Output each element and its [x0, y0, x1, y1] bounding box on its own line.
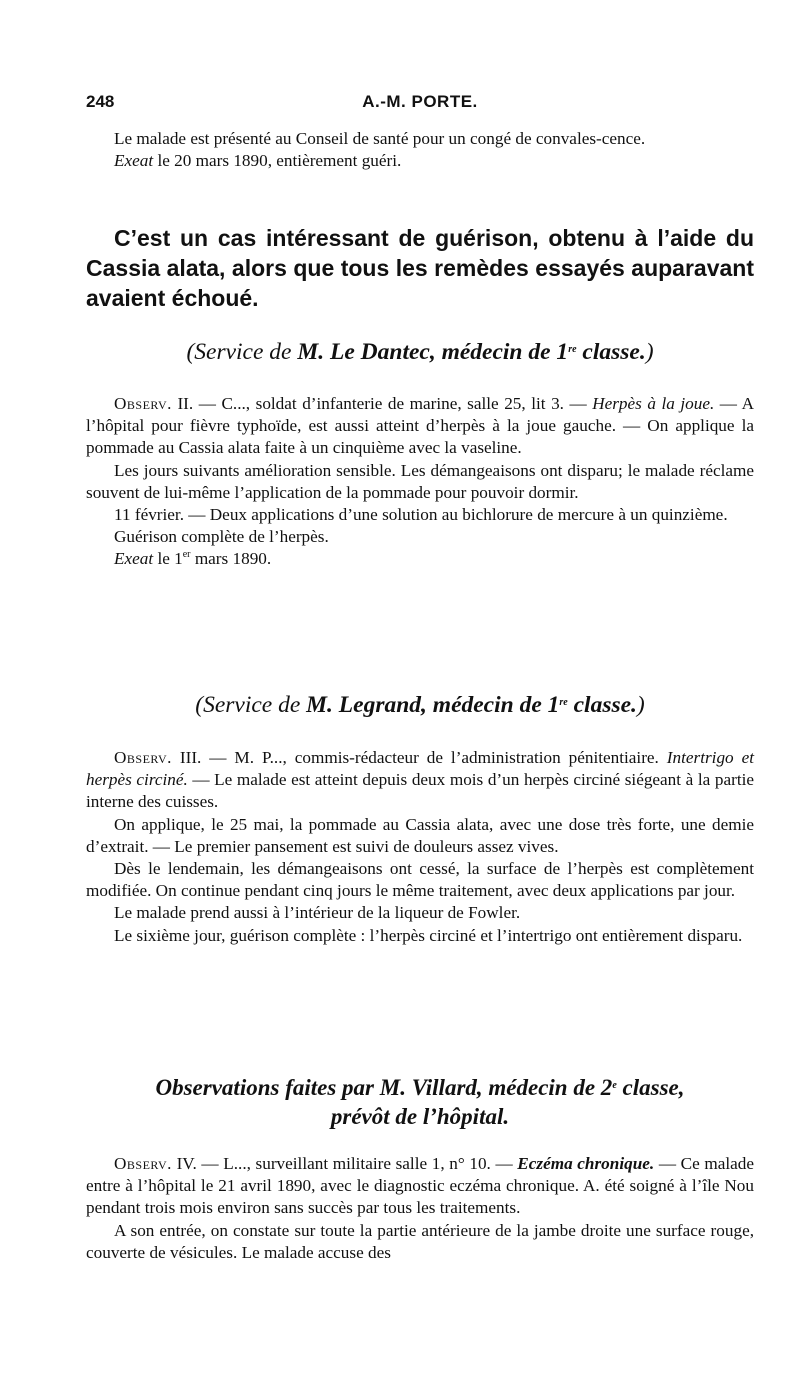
- obs2-paragraph-3: 11 février. — Deux applications d’une solution au bichlorure de mercure à un quinzième.: [114, 505, 728, 525]
- observation-2: [86, 393, 754, 571]
- obs-title: Intertrigo et herpès circiné.: [86, 748, 754, 790]
- obs3-paragraph-5: Le sixième jour, guérison complète : l’herpès circiné et l’intertrigo ont entièrement disparu.: [114, 925, 743, 945]
- page-header: [86, 92, 754, 118]
- obs-title: Eczéma chronique.: [517, 1154, 655, 1173]
- section-heading-1: [86, 337, 754, 367]
- exeat-text: le 20 mars 1890, entièrement guéri.: [153, 151, 402, 171]
- conclusion-paragraph: C’est un cas intéressant de guérison, obtenu à l’aide du Cassia alata, alors que tous les remèdes essayés auparavant avaient échoué.: [86, 225, 754, 311]
- section-heading-text: (Service de M. Le Dantec, médecin de 1re classe.): [186, 339, 654, 365]
- obs4-paragraph-1: Observ. IV. — L..., surveillant militaire salle 1, n° 10. — Eczéma chronique. — Ce malade entre à l’hôpital le 21 avril 1890, avec le diagnostic eczéma chronique. A. été soigné à l’île Nou pendant trois mois environ sans succès par tous les traitements.: [86, 1154, 754, 1218]
- observation-3: [86, 747, 754, 947]
- intro-exeat: [86, 150, 754, 172]
- intro-paragraph: Le malade est présenté au Conseil de santé pour un congé de convales-cence.: [114, 129, 646, 148]
- conclusion-block: [86, 223, 754, 313]
- obs-label: Observ.: [114, 1154, 172, 1173]
- obs-title: Herpès à la joue.: [592, 394, 715, 413]
- running-head: A.-M. PORTE.: [362, 92, 478, 111]
- observation-4: [86, 1153, 754, 1264]
- exeat-label: Exeat: [114, 151, 154, 171]
- obs3-paragraph-2: On applique, le 25 mai, la pommade au Cassia alata, avec une dose très forte, une demie d’extrait. — Le premier pansement est suivi de douleurs assez vives.: [86, 814, 754, 856]
- obs3-paragraph-1: Observ. III. — M. P..., commis-rédacteur de l’administration pénitentiaire. Intertrigo et herpès circiné. — Le malade est atteint depuis deux mois d’un herpès circiné siégeant à la partie interne des cuisses.: [86, 748, 754, 812]
- section-heading-line-2: prévôt de l’hôpital.: [330, 1104, 510, 1129]
- page-number: 248: [86, 92, 115, 111]
- obs2-paragraph-1: Observ. II. — C..., soldat d’infanterie de marine, salle 25, lit 3. — Herpès à la joue. — A l’hôpital pour fièvre typhoïde, est aussi atteint d’herpès à la joue gauche. — On applique la pommade au Cassia alata faite à un cinquième avec la vaseline.: [86, 394, 754, 458]
- obs-label: Observ.: [114, 394, 172, 413]
- section-heading-line-1: Observations faites par M. Villard, médecin de 2e classe,: [155, 1075, 685, 1100]
- obs3-paragraph-3: Dès le lendemain, les démangeaisons ont cessé, la surface de l’herpès est complètement modifiée. On continue pendant cinq jours le même traitement, avec deux applications par jour.: [86, 859, 754, 901]
- obs3-paragraph-4: Le malade prend aussi à l’intérieur de la liqueur de Fowler.: [114, 903, 521, 923]
- obs2-paragraph-2: Les jours suivants amélioration sensible. Les démangeaisons ont disparu; le malade réclame souvent de lui-même l’application de la pommade pour pouvoir dormir.: [86, 460, 754, 502]
- obs-label: Observ.: [114, 748, 172, 767]
- obs2-paragraph-4: Guérison complète de l’herpès.: [114, 527, 329, 547]
- intro-block: [86, 128, 754, 172]
- section-heading-text: (Service de M. Legrand, médecin de 1re classe.): [195, 692, 645, 718]
- obs4-paragraph-2: A son entrée, on constate sur toute la partie antérieure de la jambe droite une surface rouge, couverte de vésicules. Le malade accuse des: [86, 1220, 754, 1262]
- obs2-exeat: Exeat le 1er mars 1890.: [114, 549, 272, 569]
- section-heading-3: [86, 1073, 754, 1131]
- section-heading-2: [86, 690, 754, 720]
